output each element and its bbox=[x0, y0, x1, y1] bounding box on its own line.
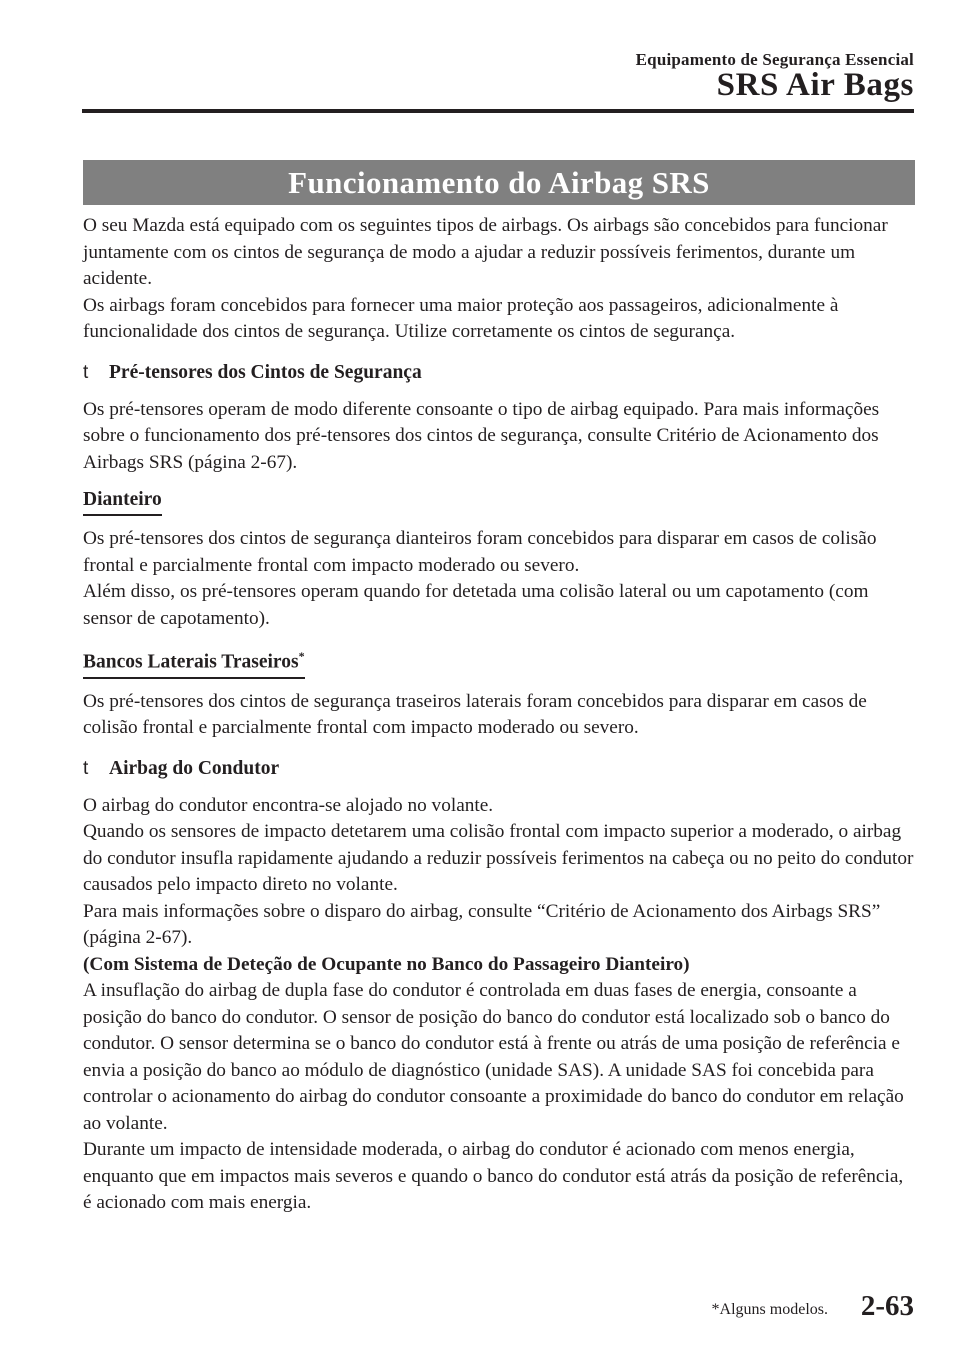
header-chapter: Equipamento de Segurança Essencial bbox=[635, 50, 914, 69]
front-paragraph-1: Os pré-tensores dos cintos de segurança dianteiros foram concebidos para disparar em casos de colisão frontal e parcialmente frontal com impacto moderado ou severo. bbox=[83, 528, 877, 576]
driver-airbag-line-5: A insuflação do airbag de dupla fase do condutor é controlada em duas fases de energia, consoante a posição do banco do condutor. O sensor de posição do banco do condutor está localizado sob o banco do condutor. O sensor determina se o banco do condutor está à frente ou atrás de uma posição de referência e envia a posição do banco ao módulo de diagnóstico (unidade SAS). A unidade SAS foi concebida para controlar o acionamento do airbag do condutor consoante a proximidade do banco do condutor em relação ao volante. bbox=[83, 980, 904, 1134]
intro-paragraph-2: Os airbags foram concebidos para fornecer uma maior proteção aos passageiros, adicionalmente à funcionalidade dos cintos de segurança. Utilize corretamente os cintos de segurança. bbox=[83, 294, 839, 342]
pretensioners-heading-text: Pré-tensores dos Cintos de Segurança bbox=[109, 361, 422, 383]
footer-note: *Alguns modelos. bbox=[711, 1301, 828, 1318]
page-number: 2-63 bbox=[860, 1290, 914, 1322]
driver-airbag-line-6: Durante um impacto de intensidade moderada, o airbag do condutor é acionado com menos energia, enquanto que em impactos mais severos e quando o banco do condutor está atrás da posição de referência, é acionado com mais energia. bbox=[83, 1139, 904, 1213]
driver-airbag-line-2: Quando os sensores de impacto detetarem uma colisão frontal com impacto superior a moderado, o airbag do condutor insufla rapidamente ajudando a reduzir possíveis ferimentos na cabeça ou no peito do condutor causados pelo impacto direto no volante. bbox=[83, 821, 914, 895]
driver-airbag-line-3: Para mais informações sobre o disparo do airbag, consulte “Critério de Acionamento dos Airbags SRS” (página 2-67). bbox=[83, 900, 881, 948]
driver-airbag-heading-text: Airbag do Condutor bbox=[109, 757, 280, 779]
header-rule bbox=[82, 109, 914, 113]
pretensioners-heading bbox=[83, 360, 915, 386]
front-heading: Dianteiro bbox=[83, 487, 915, 516]
rear-paragraph: Os pré-tensores dos cintos de segurança traseiros laterais foram concebidos para disparar em casos de colisão frontal e parcialmente frontal com impacto moderado ou severo. bbox=[83, 690, 867, 738]
pretensioners-paragraph: Os pré-tensores operam de modo diferente consoante o tipo de airbag equipado. Para mais informações sobre o funcionamento dos pré-tensores dos cintos de segurança, consulte Critério de Acionamento dos Airbags SRS (página 2-67). bbox=[83, 398, 880, 473]
rear-heading bbox=[83, 643, 915, 679]
section-title: Funcionamento do Airbag SRS bbox=[83, 160, 915, 205]
front-paragraph-2: Além disso, os pré-tensores operam quando for detetada uma colisão lateral ou um capotamento (com sensor de capotamento). bbox=[83, 581, 869, 629]
rear-heading-text: Bancos Laterais Traseiros bbox=[83, 651, 299, 673]
driver-airbag-heading bbox=[83, 756, 915, 782]
driver-airbag-condition: (Com Sistema de Deteção de Ocupante no Banco do Passageiro Dianteiro) bbox=[83, 953, 690, 975]
page-content bbox=[83, 160, 915, 1228]
driver-airbag-line-1: O airbag do condutor encontra-se alojado no volante. bbox=[83, 794, 494, 816]
bullet-icon: t bbox=[83, 361, 89, 383]
header-title: SRS Air Bags bbox=[716, 67, 914, 103]
intro-paragraph-1: O seu Mazda está equipado com os seguintes tipos de airbags. Os airbags são concebidos para funcionar juntamente com os cintos de segurança de modo a ajudar a reduzir possíveis ferimentos, durante um acidente. bbox=[83, 215, 888, 289]
bullet-icon: t bbox=[83, 757, 89, 779]
optional-mark: * bbox=[298, 649, 305, 663]
